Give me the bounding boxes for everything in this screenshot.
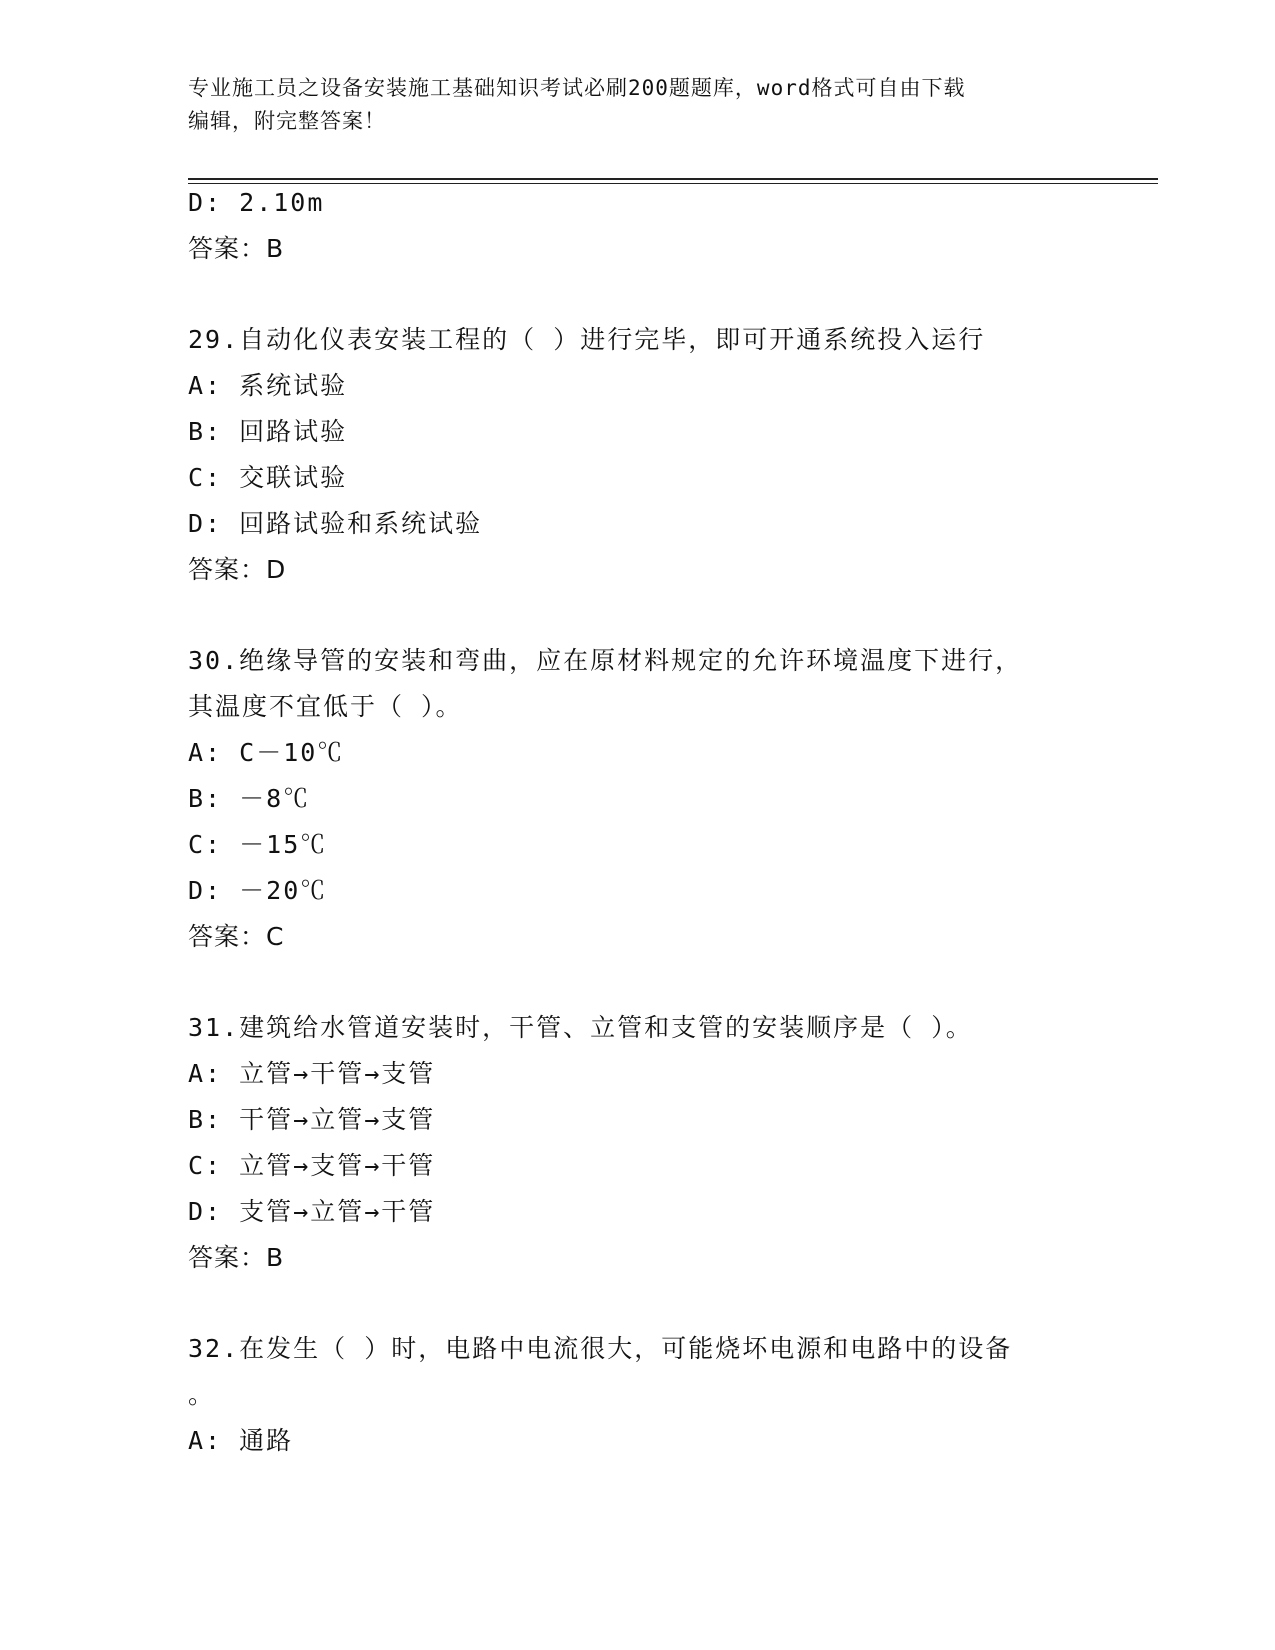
content-body: [188, 180, 1088, 1464]
option-c: C: 交联试验: [188, 463, 348, 492]
question-stem: 31.建筑给水管道安装时，干管、立管和支管的安装顺序是（ ）。: [188, 1013, 973, 1042]
question-stem: 29.自动化仪表安装工程的（ ）进行完毕，即可开通系统投入运行: [188, 325, 986, 354]
question-stem-continued: 其温度不宜低于（ ）。: [188, 692, 463, 721]
question-block: [188, 1326, 1088, 1464]
option-c: C: 立管→支管→干管: [188, 1151, 436, 1180]
question-stem-continued: 。: [188, 1380, 216, 1409]
option-a: A: 立管→干管→支管: [188, 1059, 436, 1088]
question-block: [188, 1005, 1088, 1281]
option-d: D: －20℃: [188, 876, 328, 905]
option-b: B: 回路试验: [188, 417, 348, 446]
spacer: [188, 960, 1088, 1005]
spacer: [188, 1281, 1088, 1326]
spacer: [188, 593, 1088, 638]
question-stem: 30.绝缘导管的安装和弯曲，应在原材料规定的允许环境温度下进行，: [188, 646, 1023, 675]
option-d: D: 回路试验和系统试验: [188, 509, 483, 538]
answer: 答案：B: [188, 1243, 285, 1272]
option-a: A: C－10℃: [188, 738, 345, 767]
answer: 答案：D: [188, 555, 287, 584]
header-title-line-2: 编辑，附完整答案！: [188, 109, 386, 133]
question-block: [188, 317, 1088, 593]
option-b: B: 干管→立管→支管: [188, 1105, 436, 1134]
previous-question-option-d: D: 2.10m: [188, 188, 325, 217]
question-block: [188, 638, 1088, 960]
option-d: D: 支管→立管→干管: [188, 1197, 436, 1226]
option-b: B: －8℃: [188, 784, 311, 813]
spacer: [188, 272, 1088, 317]
answer: 答案：C: [188, 922, 285, 951]
question-stem: 32.在发生（ ）时，电路中电流很大，可能烧坏电源和电路中的设备: [188, 1334, 1013, 1363]
document-header: [188, 72, 1088, 138]
option-a: A: 系统试验: [188, 371, 348, 400]
header-title-line-1: 专业施工员之设备安装施工基础知识考试必刷200题题库，word格式可自由下载: [188, 76, 966, 100]
option-a: A: 通路: [188, 1426, 294, 1455]
previous-question-answer: 答案：B: [188, 234, 285, 263]
option-c: C: －15℃: [188, 830, 328, 859]
